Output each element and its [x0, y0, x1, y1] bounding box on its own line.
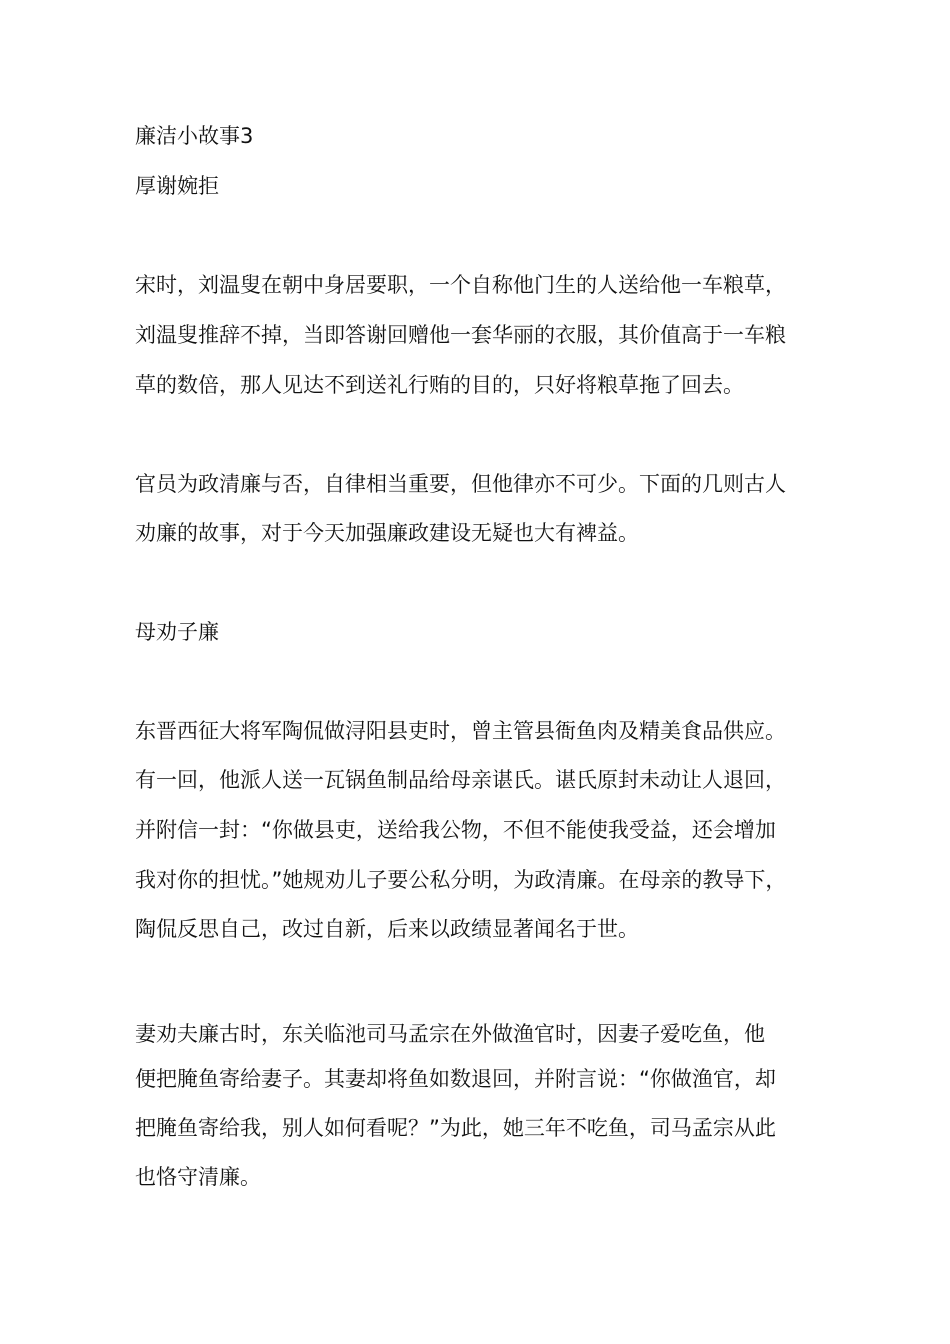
paragraph-line: 草的数倍，那人见达不到送礼行贿的目的，只好将粮草拖了回去。: [135, 373, 744, 397]
paragraph-line: 并附信一封：“你做县吏，送给我公物，不但不能使我受益，还会增加: [135, 818, 776, 842]
paragraph-line: 便把腌鱼寄给妻子。其妻却将鱼如数退回，并附言说：“你做渔官，却: [135, 1067, 776, 1091]
paragraph-line: 妻劝夫廉古时，东关临池司马孟宗在外做渔官时，因妻子爱吃鱼，他: [135, 1022, 765, 1046]
document-subtitle: 厚谢婉拒: [135, 174, 219, 198]
paragraph-line: 也恪守清廉。: [135, 1165, 261, 1189]
paragraph-line: 官员为政清廉与否，自律相当重要，但他律亦不可少。下面的几则古人: [135, 472, 786, 496]
paragraph-line: 把腌鱼寄给我，别人如何看呢？”为此，她三年不吃鱼，司马孟宗从此: [135, 1116, 776, 1140]
paragraph-line: 劝廉的故事，对于今天加强廉政建设无疑也大有裨益。: [135, 521, 639, 545]
paragraph-line: 东晋西征大将军陶侃做浔阳县吏时，曾主管县衙鱼肉及精美食品供应。: [135, 719, 786, 743]
paragraph-line: 我对你的担忧。”她规劝儿子要公私分明，为政清廉。在母亲的教导下，: [135, 868, 787, 892]
paragraph-line: 宋时，刘温叟在朝中身居要职，一个自称他门生的人送给他一车粮草，: [135, 273, 786, 297]
paragraph-line: 有一回，他派人送一瓦锅鱼制品给母亲谌氏。谌氏原封未动让人退回，: [135, 768, 786, 792]
paragraph-line: 陶侃反思自己，改过自新，后来以政绩显著闻名于世。: [135, 917, 639, 941]
paragraph-line: 刘温叟推辞不掉，当即答谢回赠他一套华丽的衣服，其价值高于一车粮: [135, 323, 786, 347]
section-heading: 母劝子廉: [135, 620, 219, 644]
document-title: 廉洁小故事3: [135, 124, 254, 148]
